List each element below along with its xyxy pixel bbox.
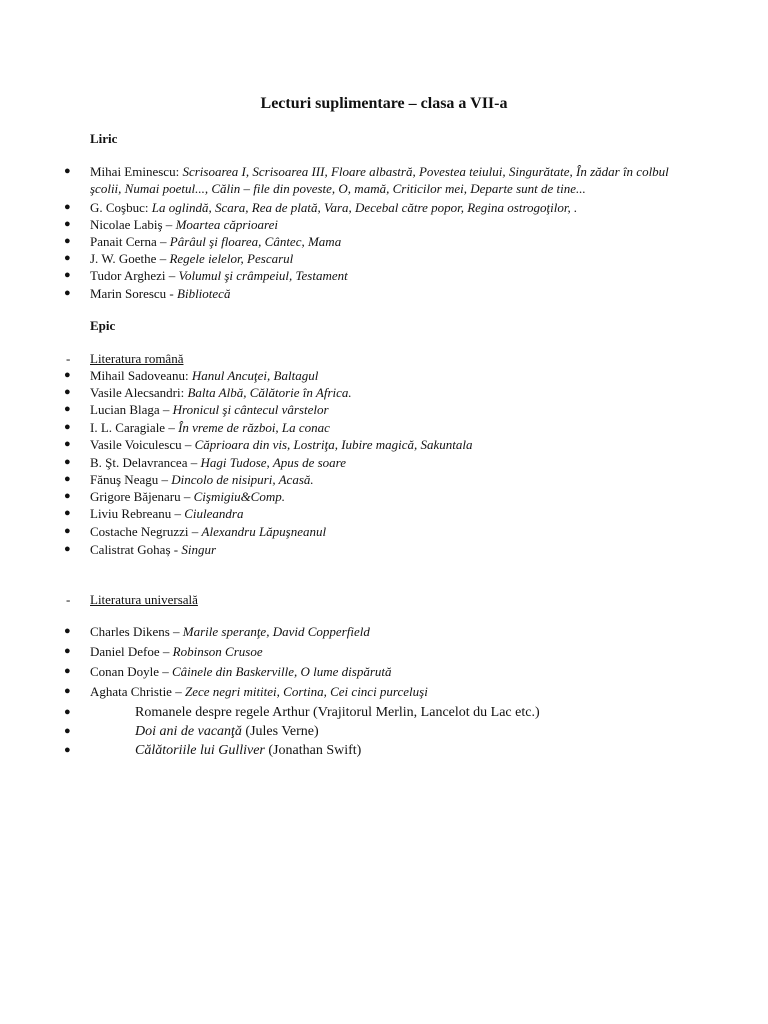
list-item-text [90,623,690,640]
list-item-text [90,384,690,401]
bullet-icon: ● [64,473,71,485]
bullet-icon: ● [64,269,71,281]
works-title: Pârâul şi floarea, Cântec, Mama [169,234,342,249]
works-title: Doi ani de vacanţă [135,724,242,739]
dash-marker: - [66,592,71,607]
bullet-icon: ● [64,235,71,247]
works-title: Hronicul şi cântecul vârstelor [172,402,329,417]
author-name: Mihail Sadoveanu: [90,368,192,383]
works-title: Zece negri mititei, Cortina, Cei cinci purceluşi [184,684,428,699]
works-title: Scrisoarea I, Scrisoarea III, Floare albastră, Povestea teiului, Singurătate, În zădar în colbul şcolii, Numai poetul..., Călin – file din poveste, O, mamă, Criticilor mei, Departe sunt de tine... [90,164,669,196]
section-heading-liric: Liric [90,131,118,146]
works-title: Cişmigiu&Comp. [193,489,285,504]
author-name: Daniel Defoe – [90,644,173,659]
author-name: Mihai Eminescu: [90,164,183,179]
list-item-text [90,505,690,522]
author-name: G. Coşbuc: [90,200,152,215]
bullet-icon: ● [64,165,71,177]
bullet-icon: ● [64,507,71,519]
bullet-icon: ● [64,421,71,433]
list-item-text [90,683,690,700]
author-name: Aghata Christie – [90,684,185,699]
works-title: Singur [181,542,217,557]
bullet-icon: ● [64,525,71,537]
document-title: Lecturi suplimentare – clasa a VII-a [260,95,508,112]
list-item-text [90,643,690,660]
list-item-text [90,541,690,558]
list-item-text [90,267,690,284]
list-item-text [90,663,690,680]
works-title: Căprioara din vis, Lostriţa, Iubire magică, Sakuntala [194,437,473,452]
works-title: Călătoriile lui Gulliver [135,743,265,758]
list-item-text [90,216,690,233]
list-item-text [90,163,702,197]
author-name: Marin Sorescu - [90,286,178,301]
works-title: Câinele din Baskerville, O lume dispărută [171,664,392,679]
bullet-icon: ● [64,543,71,555]
dash-marker: - [66,351,71,366]
list-item-text [90,419,690,436]
works-title: Alexandru Lăpuşneanul [201,524,327,539]
author-name: Vasile Alecsandri: [90,385,188,400]
item-author: (Jonathan Swift) [264,743,362,758]
bullet-icon: ● [64,625,71,637]
works-title: Balta Albă, Călătorie în Africa. [187,385,352,400]
list-item-text [135,742,735,759]
author-name: Grigore Băjenaru – [90,489,194,504]
list-item-text [90,436,690,453]
subsection-label: Literatura universală [90,592,198,607]
bullet-icon: ● [64,403,71,415]
author-name: J. W. Goethe – [90,251,170,266]
bullet-icon: ● [64,490,71,502]
author-name: Tudor Arghezi – [90,268,179,283]
works-title: Ciuleandra [184,506,244,521]
author-name: I. L. Caragiale – [90,420,179,435]
bullet-icon: ● [64,287,71,299]
list-item-text [90,488,690,505]
list-item-text [90,250,690,267]
bullet-icon: ● [64,744,71,756]
works-title: La oglindă, Scara, Rea de plată, Vara, Decebal către popor, Regina ostrogoţilor, . [151,200,578,215]
bullet-icon: ● [64,386,71,398]
works-title: Hagi Tudose, Apus de soare [200,455,347,470]
item-author: (Jules Verne) [241,724,319,739]
bullet-icon: ● [64,438,71,450]
list-item-text [90,199,690,216]
bullet-icon: ● [64,218,71,230]
works-title: Dincolo de nisipuri, Acasă. [171,472,314,487]
subsection-label: Literatura română [90,351,184,366]
author-name: Conan Doyle – [90,664,172,679]
bullet-icon: ● [64,706,71,718]
list-item-text [90,471,690,488]
list-item-text [90,454,690,471]
bullet-icon: ● [64,725,71,737]
bullet-icon: ● [64,665,71,677]
bullet-icon: ● [64,252,71,264]
bullet-icon: ● [64,369,71,381]
author-name: Charles Dikens – [90,624,183,639]
author-name: Calistrat Gohaș - [90,542,182,557]
bullet-icon: ● [64,201,71,213]
author-name: Lucian Blaga – [90,402,173,417]
list-item-text [135,704,735,721]
bullet-icon: ● [64,685,71,697]
list-item-text [90,367,690,384]
works-title: În vreme de război, La conac [178,420,330,435]
author-name: Panait Cerna – [90,234,170,249]
author-name: Liviu Rebreanu – [90,506,185,521]
list-item-text [90,233,690,250]
works-title: Moartea căprioarei [175,217,278,232]
item-text: Romanele despre regele Arthur (Vrajitorul Merlin, Lancelot du Lac etc.) [135,705,540,720]
works-title: Marile speranţe, David Copperfield [182,624,370,639]
author-name: Costache Negruzzi – [90,524,202,539]
bullet-icon: ● [64,456,71,468]
works-title: Bibliotecă [177,286,231,301]
works-title: Regele ielelor, Pescarul [169,251,294,266]
author-name: Vasile Voiculescu – [90,437,195,452]
author-name: B. Şt. Delavrancea – [90,455,201,470]
section-heading-epic: Epic [90,318,116,333]
list-item-text [90,523,690,540]
author-name: Fănuş Neagu – [90,472,172,487]
works-title: Hanul Ancuţei, Baltagul [191,368,319,383]
list-item-text [90,401,690,418]
bullet-icon: ● [64,645,71,657]
author-name: Nicolae Labiş – [90,217,176,232]
works-title: Volumul şi crâmpeiul, Testament [178,268,348,283]
list-item-text [90,285,690,302]
works-title: Robinson Crusoe [172,644,263,659]
list-item-text [135,723,735,740]
